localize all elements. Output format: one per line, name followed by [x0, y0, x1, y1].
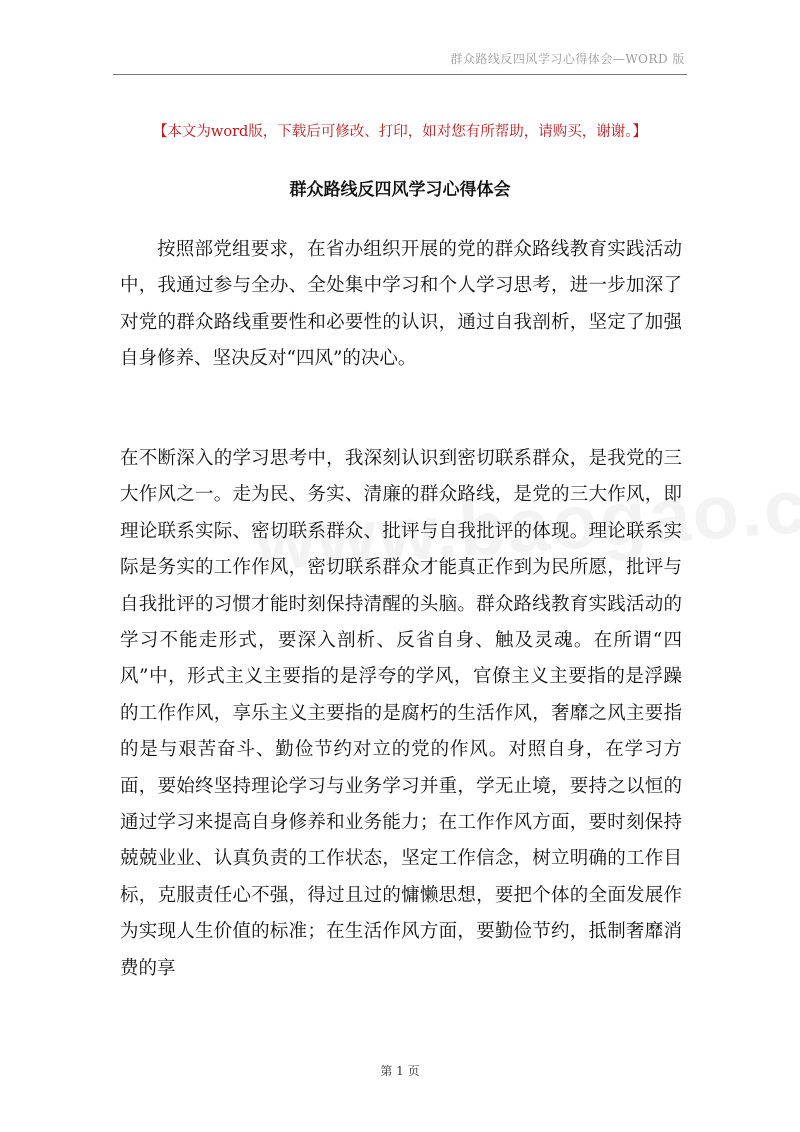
running-header: 群众路线反四风学习心得体会—WORD 版 [450, 52, 685, 66]
page-number: 第 1 页 [380, 1064, 420, 1078]
paragraph-intro: 按照部党组要求，在省办组织开展的党的群众路线教育实践活动中，我通过参与全办、全处集中学习和个人学习思考，进一步加深了对党的群众路线重要性和必要性的认识，通过自我剖析，坚定了加强自身修养、坚决反对“四风”的决心。 [120, 239, 682, 370]
download-notice: 【本文为word版，下载后可修改、打印，如对您有所帮助，请购买，谢谢。】 [152, 124, 648, 140]
paragraph-body: 在不断深入的学习思考中，我深刻认识到密切联系群众，是我党的三大作风之一。走为民、务实、清廉的群众路线，是党的三大作风，即理论联系实际、密切联系群众、批评与自我批评的体现。理论联系实际是务实的工作作风，密切联系群众才能真正作到为民所愿，批评与自我批评的习惯才能时刻保持清醒的头脑。群众路线教育实践活动的学习不能走形式，要深入剖析、反省自身、触及灵魂。在所谓“四风”中，形式主义主要指的是浮夸的学风，官僚主义主要指的是浮躁的工作作风，享乐主义主要指的是腐朽的生活作风，奢靡之风主要指的是与艰苦奋斗、勤俭节约对立的党的作风。对照自身，在学习方面，要始终坚持理论学习与业务学习并重，学无止境，要持之以恒的通过学习来提高自身修养和业务能力；在工作作风方面，要时刻保持兢兢业业、认真负责的工作状态，坚定工作信念，树立明确的工作目标，克服责任心不强，得过且过的慵懒思想，要把个体的全面发展作为实现人生价值的标准；在生活作风方面，要勤俭节约，抵制奢靡消费的享 [120, 448, 682, 979]
header-divider [113, 74, 687, 75]
document-title: 群众路线反四风学习心得体会 [289, 180, 511, 200]
